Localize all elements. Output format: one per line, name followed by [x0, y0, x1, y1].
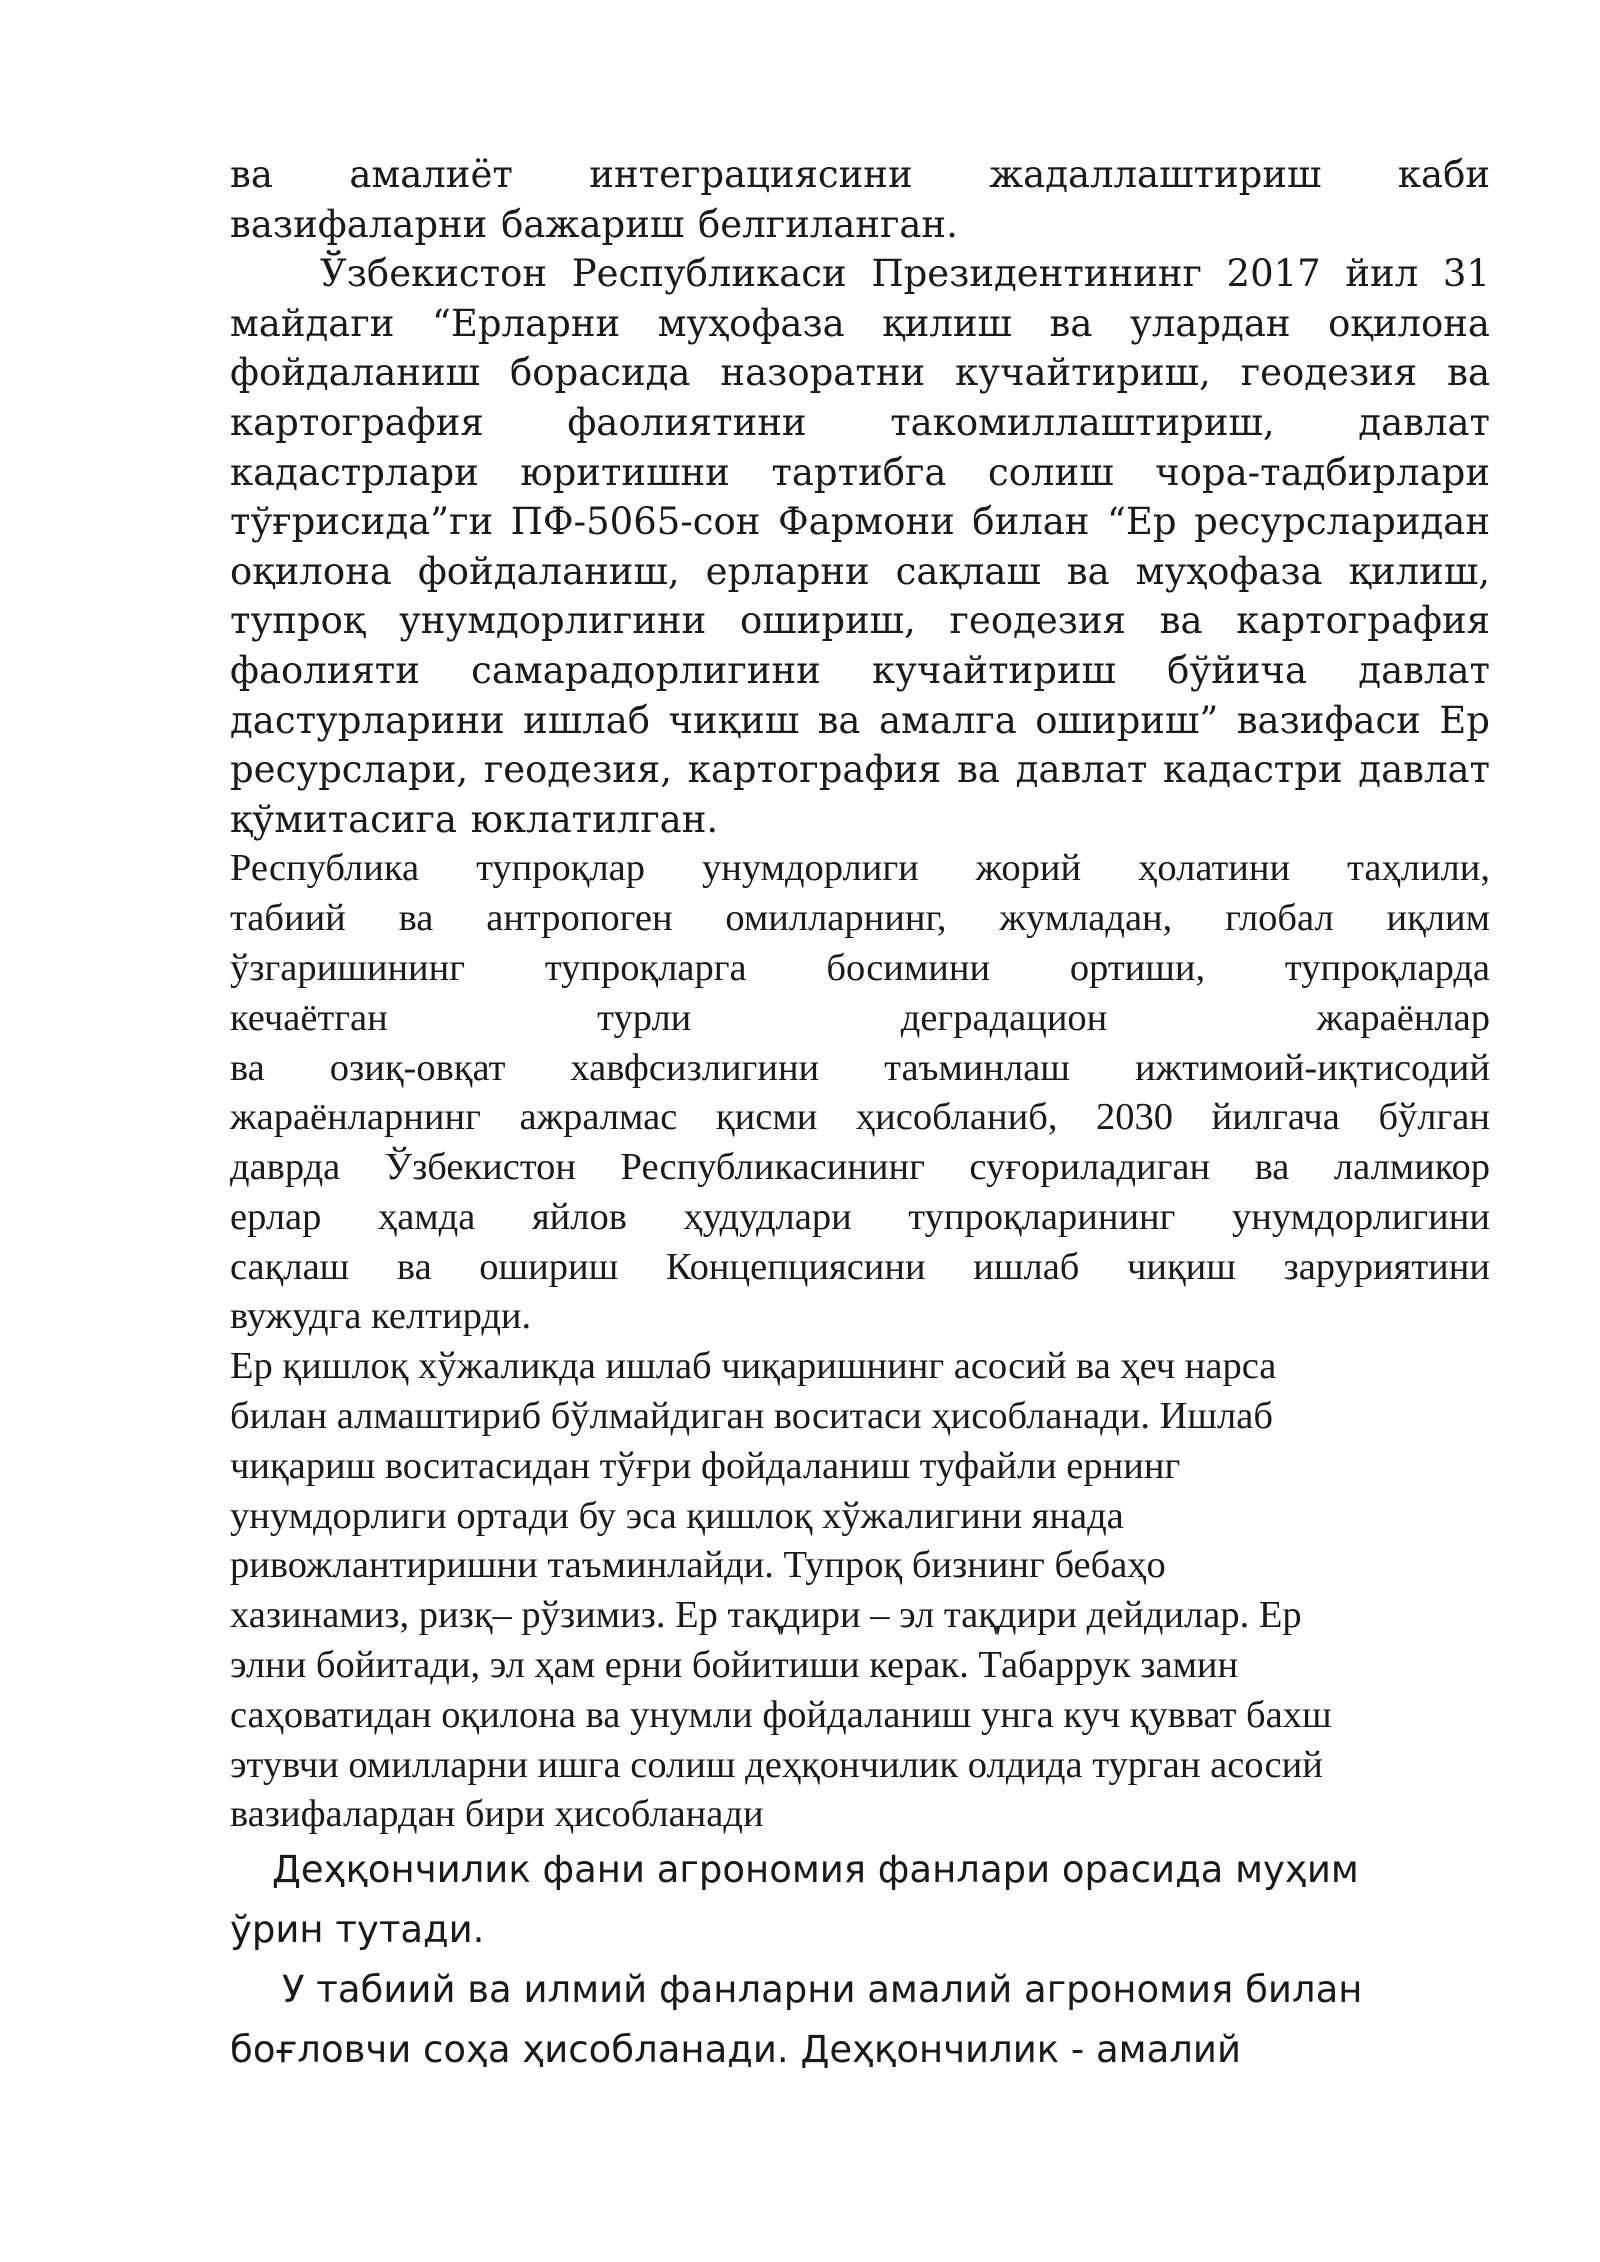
text-line: Деҳқончилик фани агрономия фанлари орасида муҳим: [272, 1848, 1359, 1892]
paragraph-2-decree: Ўзбекистон Республикаси Президентининг 2017 йил 31 майдаги “Ерларни муҳофаза қилиш ва улардан оқилона фойдаланиш борасида назоратни кучайтириш, геодезия ва картография фаолиятини такомиллаштириш, давлат кадастрлари юритишни тартибга солиш чора-тадбирлари тўғрисида”ги ПФ-5065-сон Фармони билан “Ер ресурсларидан оқилона фойдаланиш, ерларни сақлаш ва муҳофаза қилиш, тупроқ унумдорлигини ошириш, геодезия ва картография фаолияти самарадорлигини кучайтириш бўйича давлат дастурларини ишлаб чиқиш ва амалга ошириш” вазифаси Ер ресурслари, геодезия, картография ва давлат кадастри давлат қўмитасига юклатилган.: [230, 252, 1490, 841]
text-line: элни бойитади, эл ҳам ерни бойитиши керак. Табаррук замин: [230, 1644, 1239, 1687]
text-line: сақлаш ва ошириш Концепциясини ишлаб чиқиш заруриятини: [230, 1245, 1490, 1288]
text-line: унумдорлиги ортади бу эса қишлоқ хўжалигини янада: [230, 1494, 1124, 1537]
document-page: [230, 150, 1490, 2080]
text-line: Ер қишлоқ хўжаликда ишлаб чиқаришнинг асосий ва ҳеч нарса: [230, 1345, 1277, 1388]
text-line: ва озиқ-овқат хавфсизлигини таъминлаш ижтимоий-иқтисодий: [230, 1046, 1490, 1089]
paragraph-3-concept: [230, 844, 1490, 1342]
text-line: ўзгаришининг тупроқларга босимини ортиши, тупроқларда: [230, 946, 1490, 989]
text-line: У табиий ва илмий фанларни амалий агрономия билан: [282, 1968, 1363, 2012]
paragraph-4-land: [230, 1342, 1490, 1840]
text-line: вазифалардан бири ҳисобланади: [230, 1793, 764, 1836]
text-line: Республика тупроқлар унумдорлиги жорий ҳолатини таҳлили,: [230, 847, 1490, 890]
text-line: боғловчи соҳа ҳисобланади. Деҳқончилик - амалий: [230, 2028, 1242, 2072]
text-line: даврда Ўзбекистон Республикасининг суғориладиган ва лалмикор: [230, 1146, 1490, 1189]
text-line: вужудга келтирди.: [230, 1295, 532, 1338]
text-line: ривожлантиришни таъминлайди. Тупроқ бизнинг бебаҳо: [230, 1544, 1166, 1587]
text-line: ўрин тутади.: [230, 1908, 485, 1952]
text-line: чиқариш воситасидан тўғри фойдаланиш туфайли ернинг: [230, 1444, 1181, 1487]
paragraph-6-applied: [230, 1960, 1490, 2080]
text-line: ерлар ҳамда яйлов ҳудудлари тупроқларининг унумдорлигини: [230, 1195, 1490, 1238]
paragraph-5-agronomy: [230, 1840, 1490, 1960]
text-line: этувчи омилларни ишга солиш деҳқончилик олдида турган асосий: [230, 1743, 1323, 1786]
text-line: кечаётган турли деградацион жараёнлар: [230, 996, 1490, 1039]
text-line: табиий ва антропоген омилларнинг, жумладан, глобал иқлим: [230, 897, 1490, 940]
paragraph-1: ва амалиёт интеграциясини жадаллаштириш каби вазифаларни бажариш белгиланган.: [230, 153, 1490, 246]
text-line: саҳоватидан оқилона ва унумли фойдаланиш унга куч қувват бахш: [230, 1693, 1332, 1736]
text-line: билан алмаштириб бўлмайдиган воситаси ҳисобланади. Ишлаб: [230, 1395, 1273, 1438]
text-line: хазинамиз, ризқ– рўзимиз. Ер тақдири – эл тақдири дейдилар. Ер: [230, 1594, 1302, 1637]
text-line: жараёнларнинг ажралмас қисми ҳисобланиб, 2030 йилгача бўлган: [230, 1096, 1490, 1139]
